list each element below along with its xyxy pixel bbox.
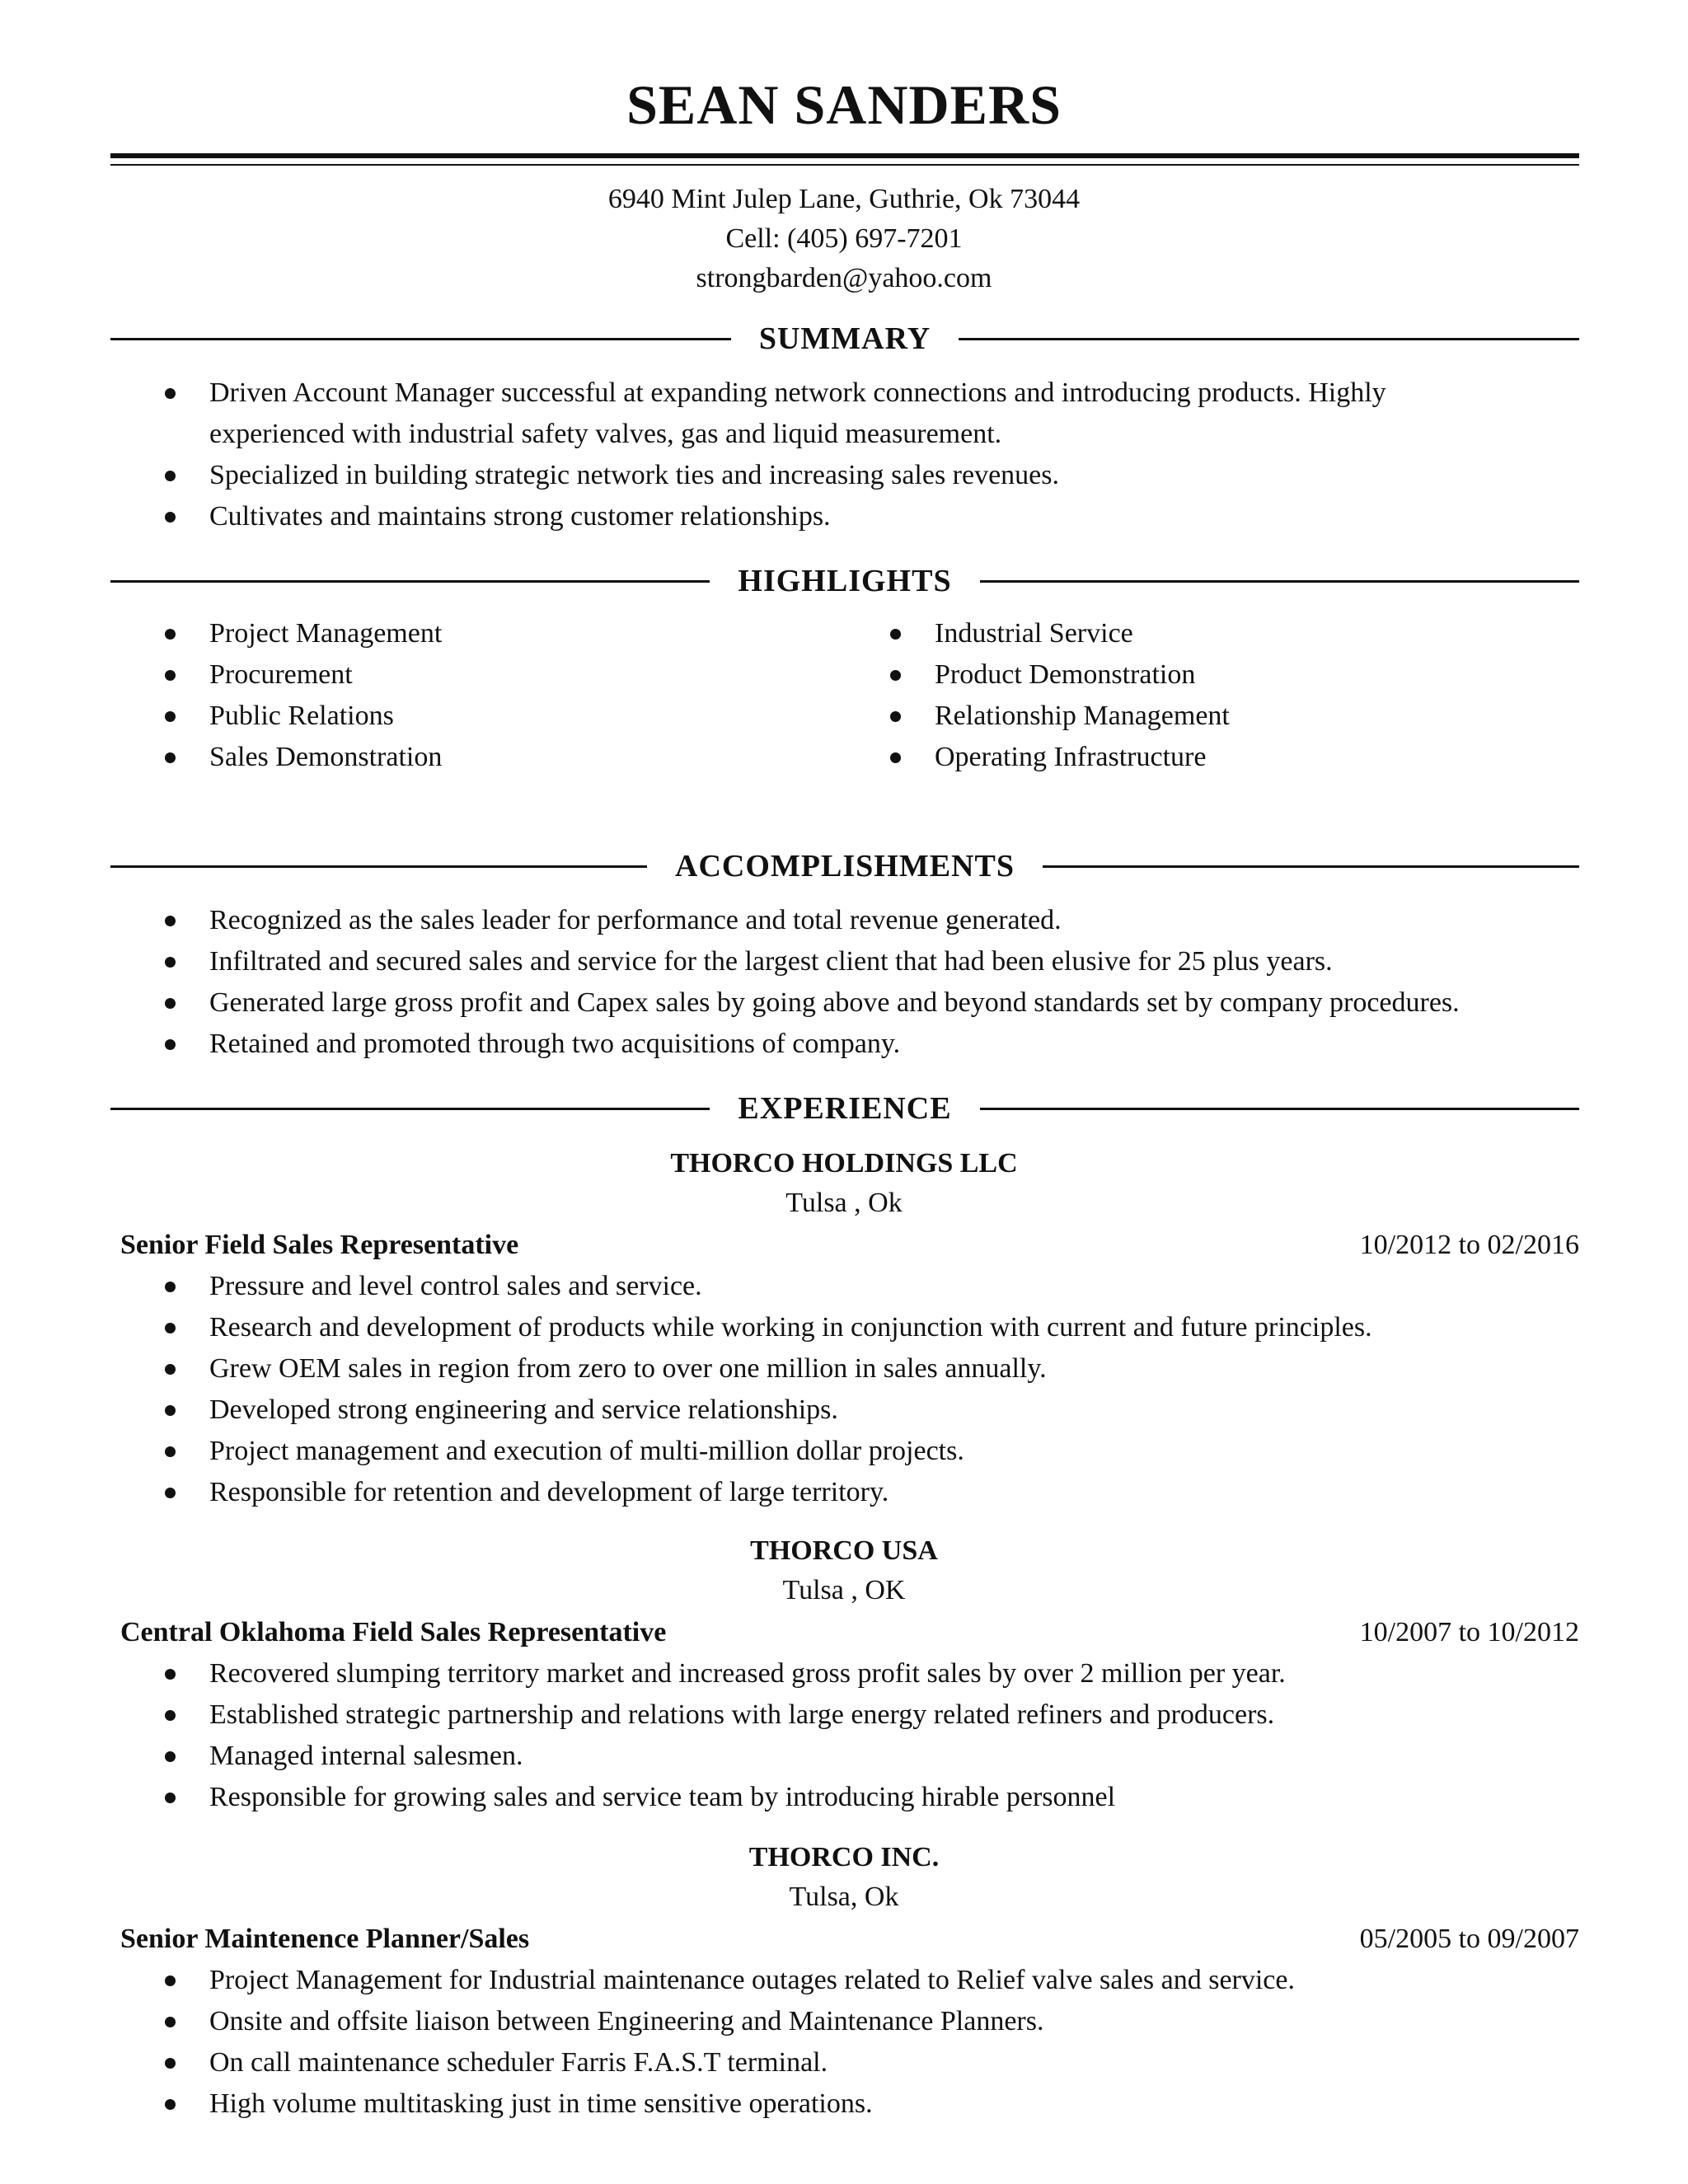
- list-item: Recognized as the sales leader for performance and total revenue generated.: [110, 900, 1579, 941]
- job-title: Senior Field Sales Representative: [120, 1230, 519, 1260]
- list-item: Recovered slumping territory market and increased gross profit sales by over 2 million per year.: [110, 1653, 1579, 1694]
- list-item: Sales Demonstration: [110, 737, 770, 778]
- job-title: Central Oklahoma Field Sales Representative: [120, 1617, 667, 1647]
- list-item: Project Management for Industrial maintenance outages related to Relief valve sales and service.: [110, 1960, 1579, 2001]
- job-duties-list: [110, 1653, 1579, 1818]
- email: strongbarden@yahoo.com: [696, 263, 992, 293]
- header-rule-thick: [110, 153, 1579, 158]
- section-title: HIGHLIGHTS: [738, 564, 952, 598]
- divider: [1043, 865, 1579, 868]
- list-item: Public Relations: [110, 696, 770, 737]
- phone: Cell: (405) 697-7201: [725, 223, 963, 254]
- list-item: Cultivates and maintains strong customer relationships.: [110, 496, 1462, 537]
- company-name: THORCO HOLDINGS LLC: [670, 1148, 1018, 1179]
- list-item: Infiltrated and secured sales and service for the largest client that had been elusive for 25 plus years.: [110, 941, 1579, 982]
- section-title: ACCOMPLISHMENTS: [675, 849, 1015, 883]
- list-item: High volume multitasking just in time sensitive operations.: [110, 2083, 1579, 2125]
- list-item: On call maintenance scheduler Farris F.A.S.T terminal.: [110, 2042, 1579, 2083]
- list-item: Grew OEM sales in region from zero to over one million in sales annually.: [110, 1348, 1579, 1390]
- divider: [980, 580, 1579, 583]
- divider: [110, 1108, 710, 1110]
- list-item: Pressure and level control sales and service.: [110, 1266, 1579, 1307]
- list-item: Responsible for growing sales and service team by introducing hirable personnel: [110, 1777, 1579, 1818]
- list-item: Product Demonstration: [836, 654, 1495, 696]
- accomplishments-heading: [110, 846, 1579, 887]
- job-duties-list: [110, 1960, 1579, 2125]
- company-location: Tulsa , Ok: [785, 1188, 903, 1218]
- list-item: Project Management: [110, 613, 770, 654]
- contact-block: [0, 180, 1688, 298]
- header-rule-thin: [110, 164, 1579, 166]
- candidate-name: SEAN SANDERS: [626, 73, 1062, 136]
- job-header: [120, 1919, 1579, 1960]
- list-item: Developed strong engineering and service relationships.: [110, 1390, 1579, 1431]
- list-item: Generated large gross profit and Capex sales by going above and beyond standards set by company procedures.: [110, 982, 1579, 1024]
- company-name: THORCO INC.: [748, 1842, 940, 1872]
- list-item: Established strategic partnership and relations with large energy related refiners and producers.: [110, 1694, 1579, 1736]
- divider: [110, 580, 710, 583]
- divider: [110, 338, 731, 340]
- list-item: Responsible for retention and development of large territory.: [110, 1472, 1579, 1513]
- summary-heading: [110, 318, 1579, 359]
- job-header: [120, 1612, 1579, 1653]
- divider: [980, 1108, 1579, 1110]
- company-location: Tulsa, Ok: [789, 1882, 899, 1912]
- job-header: [120, 1225, 1579, 1266]
- list-item: Relationship Management: [836, 696, 1495, 737]
- highlights-left-column: [110, 613, 770, 778]
- list-item: Driven Account Manager successful at expanding network connections and introducing products. Highly experienced with industrial safety valves, gas and liquid measurement.: [110, 373, 1462, 455]
- list-item: Research and development of products while working in conjunction with current and future principles.: [110, 1307, 1579, 1348]
- list-item: Managed internal salesmen.: [110, 1736, 1579, 1777]
- divider: [110, 865, 647, 868]
- job-duties-list: [110, 1266, 1579, 1513]
- address: 6940 Mint Julep Lane, Guthrie, Ok 73044: [607, 184, 1081, 214]
- job-title: Senior Maintenence Planner/Sales: [120, 1924, 530, 1954]
- list-item: Specialized in building strategic network ties and increasing sales revenues.: [110, 455, 1462, 496]
- company-name: THORCO USA: [750, 1535, 938, 1566]
- list-item: Project management and execution of multi-million dollar projects.: [110, 1431, 1579, 1472]
- list-item: Retained and promoted through two acquisitions of company.: [110, 1024, 1579, 1065]
- highlights-right-column: [836, 613, 1495, 778]
- divider: [959, 338, 1579, 340]
- highlights-heading: [110, 560, 1579, 602]
- company-location: Tulsa , OK: [782, 1575, 906, 1605]
- section-title: SUMMARY: [758, 321, 931, 356]
- job-dates: 05/2005 to 09/2007: [1359, 1924, 1579, 1954]
- accomplishments-list: [110, 900, 1579, 1065]
- section-title: EXPERIENCE: [738, 1091, 952, 1126]
- experience-heading: [110, 1088, 1579, 1129]
- job-dates: 10/2007 to 10/2012: [1359, 1617, 1579, 1647]
- list-item: Industrial Service: [836, 613, 1495, 654]
- summary-list: [110, 373, 1462, 537]
- list-item: Procurement: [110, 654, 770, 696]
- job-dates: 10/2012 to 02/2016: [1359, 1230, 1579, 1260]
- list-item: Onsite and offsite liaison between Engineering and Maintenance Planners.: [110, 2001, 1579, 2042]
- list-item: Operating Infrastructure: [836, 737, 1495, 778]
